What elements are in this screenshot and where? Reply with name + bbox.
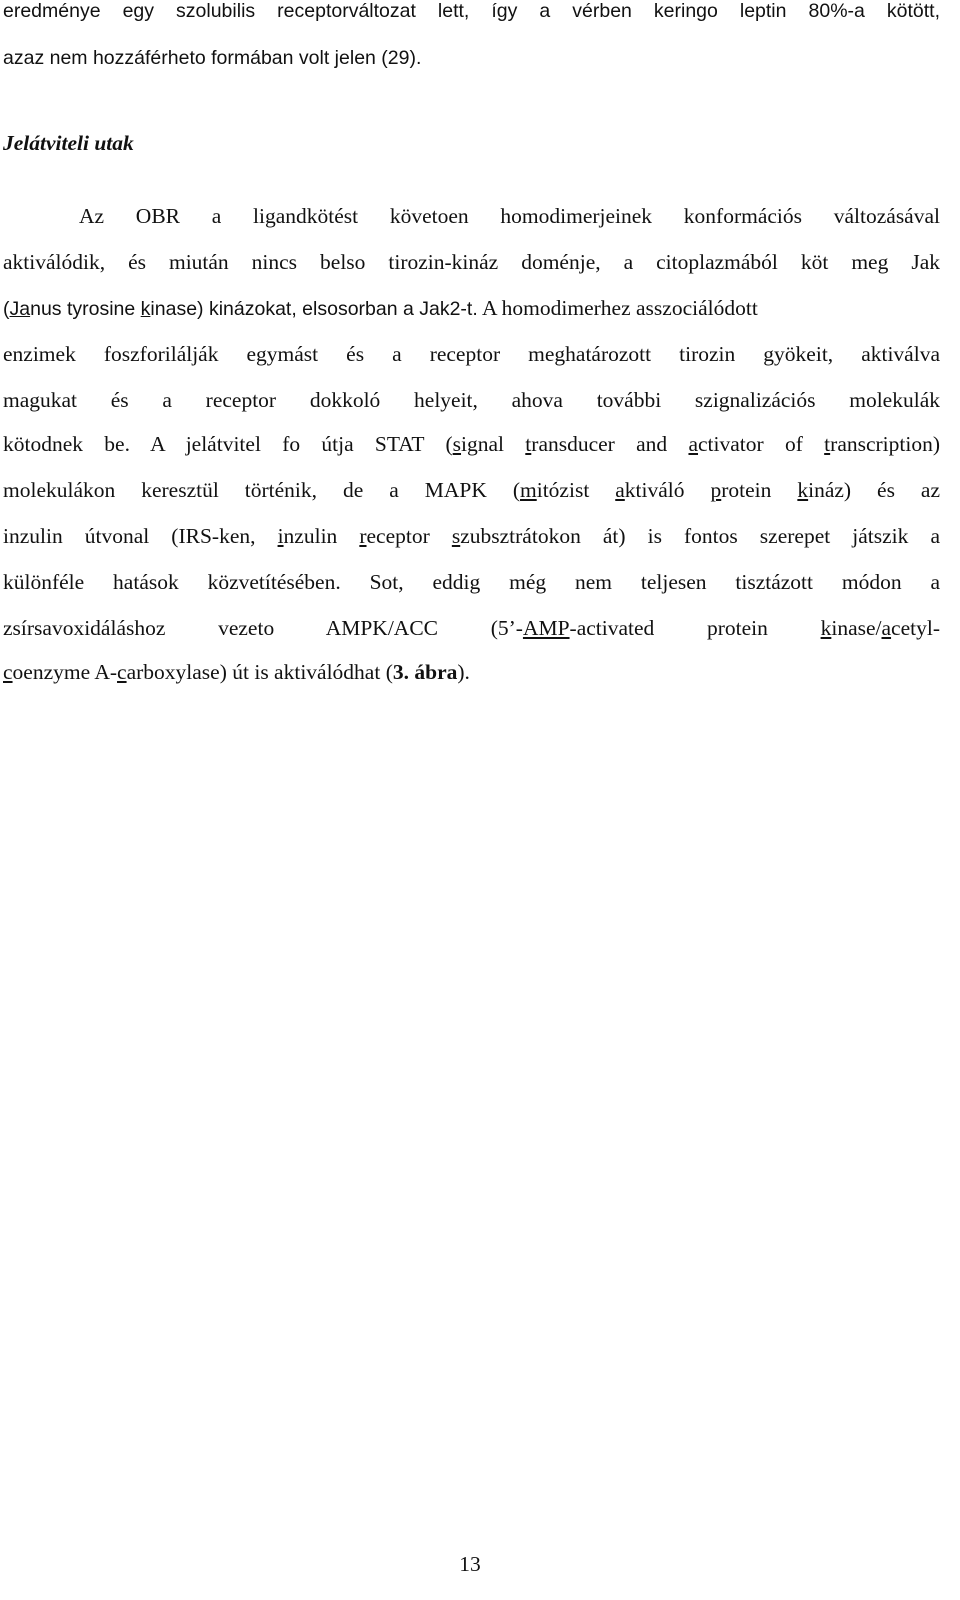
paragraph-line-11: coenzyme A-carboxylase) út is aktiválódhat (3. ábra).: [3, 660, 470, 684]
paragraph-line-6: kötodnek be. A jelátvitel fo útja STAT (signal transducer and activator of transcription): [3, 432, 941, 456]
paragraph-line-2: aktiválódik, és miután nincs belso tirozin-kináz doménje, a citoplazmából köt meg Jak: [3, 250, 940, 274]
intro-line-2: azaz nem hozzáférheto formában volt jelen (29).: [3, 47, 422, 69]
page-number: 13: [459, 1552, 481, 1576]
paragraph-line-1: Az OBR a ligandkötést követoen homodimerjeinek konformációs változásával: [79, 204, 940, 228]
intro-line-1: eredménye egy szolubilis receptorváltozat lett, így a vérben keringo leptin 80%-a kötött,: [3, 0, 940, 22]
paragraph-line-10: zsírsavoxidáláshoz vezeto AMPK/ACC (5’-AMP-activated protein kinase/acetyl-: [3, 616, 940, 640]
paragraph-line-5: magukat és a receptor dokkoló helyeit, ahova további szignalizációs molekulák: [3, 388, 940, 412]
section-heading: Jelátviteli utak: [3, 131, 134, 155]
paragraph-line-8: inzulin útvonal (IRS-ken, inzulin receptor szubsztrátokon át) is fontos szerepet játszik a: [3, 524, 940, 548]
line-3-sans-part: (Janus tyrosine kinase) kinázokat, elsosorban a Jak2-t.: [3, 298, 478, 320]
paragraph-line-7: molekulákon keresztül történik, de a MAPK (mitózist aktiváló protein kináz) és az: [3, 478, 940, 502]
paragraph-line-3: (Janus tyrosine kinase) kinázokat, elsosorban a Jak2-t. A homodimerhez asszociálódott: [3, 296, 758, 320]
paragraph-line-4: enzimek foszforilálják egymást és a receptor meghatározott tirozin gyökeit, aktiválva: [3, 342, 940, 366]
figure-reference: 3. ábra: [392, 660, 458, 684]
paragraph-line-9: különféle hatások közvetítésében. Sot, eddig még nem teljesen tisztázott módon a: [3, 570, 940, 594]
